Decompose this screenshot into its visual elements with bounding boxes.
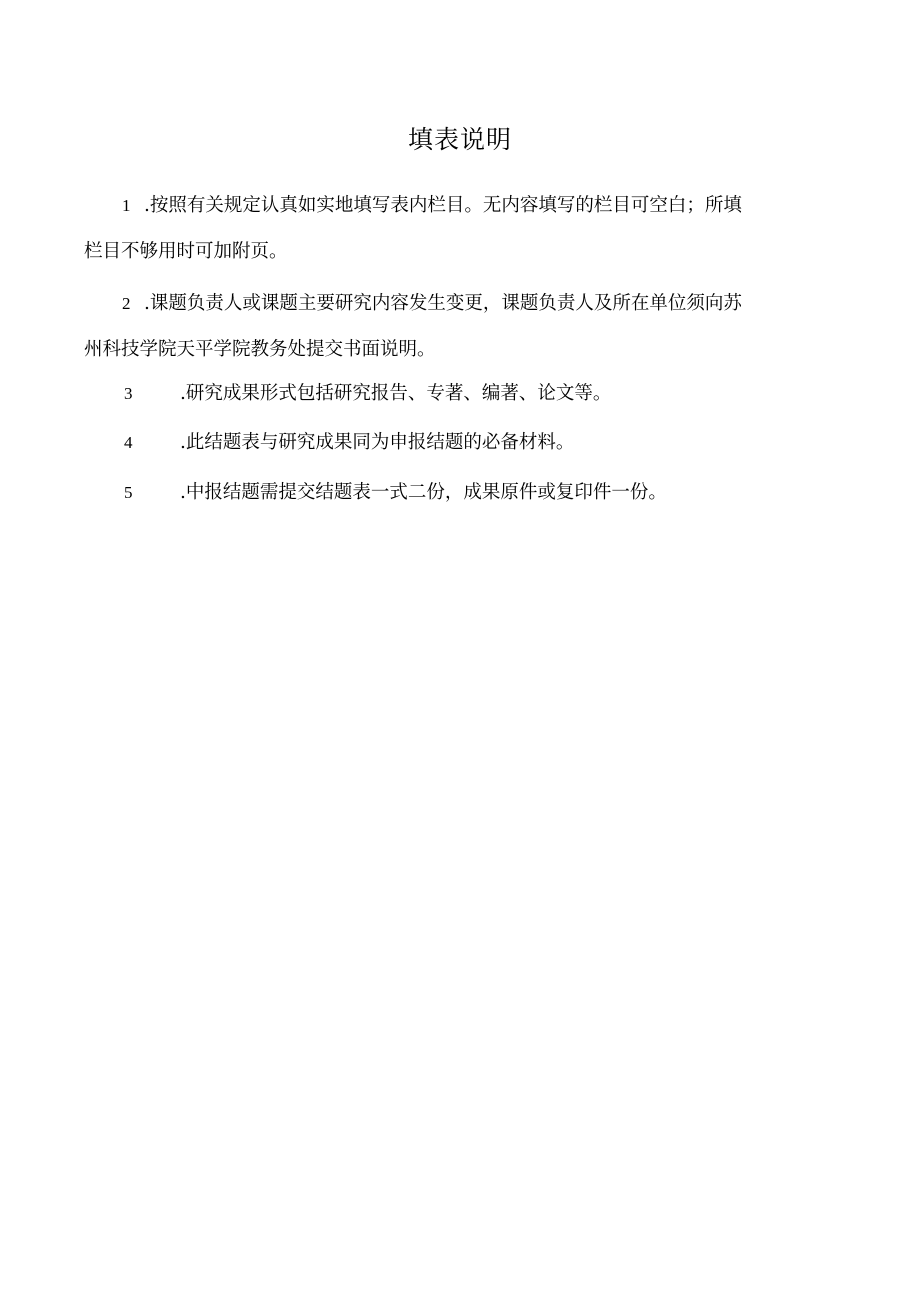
instruction-item-2 xyxy=(84,286,840,368)
item-text: .中报结题需提交结题表一式二份，成果原件或复印件一份。 xyxy=(180,482,667,503)
item-text: .课题负责人或课题主要研究内容发生变更，课题负责人及所在单位须向苏 xyxy=(144,293,742,314)
item-number: 3 xyxy=(124,384,133,403)
item-number: 4 xyxy=(124,433,133,452)
item-number: 1 xyxy=(122,196,131,215)
item-number: 5 xyxy=(124,483,133,502)
item-number: 2 xyxy=(122,294,131,313)
instruction-item-1 xyxy=(84,188,840,270)
item-text-continued: 栏目不够用时可加附页。 xyxy=(84,241,288,262)
instruction-item-5 xyxy=(84,475,840,511)
item-text: .按照有关规定认真如实地填写表内栏目。无内容填写的栏目可空白；所填 xyxy=(144,195,742,216)
page-title: 填表说明 xyxy=(407,125,512,154)
instruction-item-4 xyxy=(84,425,840,461)
instruction-item-3 xyxy=(84,376,840,412)
item-text-continued: 州科技学院天平学院教务处提交书面说明。 xyxy=(84,339,436,360)
item-text: .此结题表与研究成果同为申报结题的必备材料。 xyxy=(180,432,575,453)
item-text: .研究成果形式包括研究报告、专著、编著、论文等。 xyxy=(180,383,612,404)
